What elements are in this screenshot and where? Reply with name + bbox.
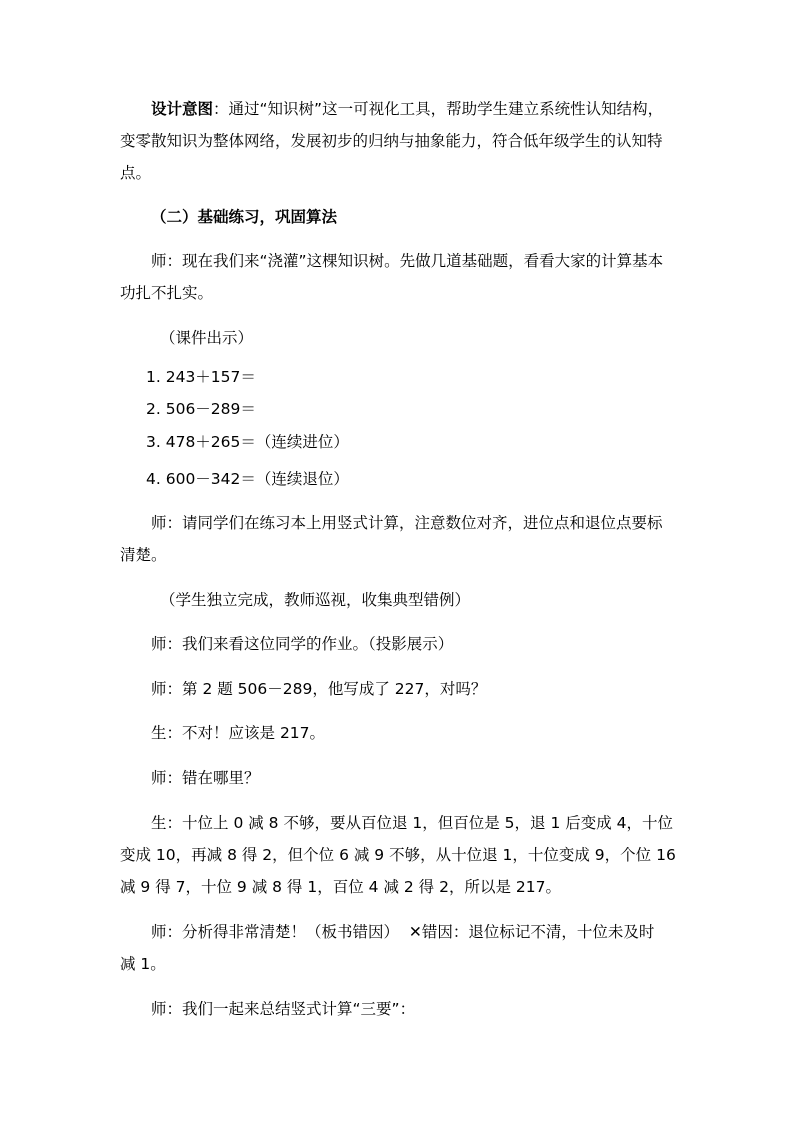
design-intent-text: 通过“知识树”这一可视化工具，帮助学生建立系统性认知结构， — [228, 100, 664, 118]
courseware-note: （课件出示） — [160, 329, 254, 347]
speaker-teacher: 师 — [151, 769, 167, 787]
exercise-3: 3. 478＋265＝（连续进位） — [146, 433, 349, 451]
student-line-2: 生：十位上 0 减 8 不够，要从百位退 1，但百位是 5，退 1 后变成 4，十位 — [151, 814, 674, 832]
stage-direction: （学生独立完成，教师巡视，收集典型错例） — [160, 591, 471, 609]
teacher-line-6: 师：分析得非常清楚！（板书错因） ✕错因：退位标记不清，十位未及时 — [151, 923, 655, 941]
section-heading: （二）基础练习，巩固算法 — [151, 208, 338, 226]
teacher-line-2-cont: 清楚。 — [120, 546, 167, 564]
teacher-line-4: 师：第 2 题 506－289，他写成了 227，对吗？ — [151, 680, 487, 698]
teacher-line-2: 师：请同学们在练习本上用竖式计算，注意数位对齐，进位点和退位点要标 — [151, 514, 663, 532]
student-line-2-cont-1: 变成 10，再减 8 得 2，但个位 6 减 9 不够，从十位退 1，十位变成 9，个位 16 — [120, 846, 676, 864]
speaker-teacher: 师 — [151, 1000, 167, 1018]
design-intent-label: 设计意图 — [151, 100, 214, 118]
speaker-teacher: 师 — [151, 252, 167, 270]
speaker-student: 生 — [151, 814, 167, 832]
exercise-1: 1. 243＋157＝ — [146, 368, 256, 386]
cross-mark-icon: ✕ — [408, 923, 422, 941]
speaker-student: 生 — [151, 724, 167, 742]
exercise-4-note: （连续退位） — [255, 470, 349, 488]
design-intent-line-1: 设计意图：通过“知识树”这一可视化工具，帮助学生建立系统性认知结构， — [151, 100, 664, 118]
teacher-line-1-cont: 功扎不扎实。 — [120, 284, 214, 302]
exercise-3-note: （连续进位） — [255, 433, 349, 451]
exercise-4: 4. 600－342＝（连续退位） — [146, 470, 349, 488]
exercise-2: 2. 506－289＝ — [146, 400, 256, 418]
student-line-1: 生：不对！应该是 217。 — [151, 724, 326, 742]
teacher-line-7: 师：我们一起来总结竖式计算“三要”： — [151, 1000, 416, 1018]
teacher-line-6-cont: 减 1。 — [120, 955, 166, 973]
teacher-line-1: 师：现在我们来“浇灌”这棵知识树。先做几道基础题，看看大家的计算基本 — [151, 252, 664, 270]
speaker-teacher: 师 — [151, 514, 167, 532]
design-intent-line-2: 变零散知识为整体网络，发展初步的归纳与抽象能力，符合低年级学生的认知特 — [120, 132, 663, 150]
design-intent-line-3: 点。 — [120, 164, 152, 182]
teacher-line-3: 师：我们来看这位同学的作业。（投影展示） — [151, 635, 454, 653]
teacher-line-5: 师：错在哪里？ — [151, 769, 260, 787]
speaker-teacher: 师 — [151, 680, 167, 698]
student-line-2-cont-2: 减 9 得 7，十位 9 减 8 得 1，百位 4 减 2 得 2，所以是 217。 — [120, 878, 561, 896]
speaker-teacher: 师 — [151, 635, 167, 653]
speaker-teacher: 师 — [151, 923, 167, 941]
